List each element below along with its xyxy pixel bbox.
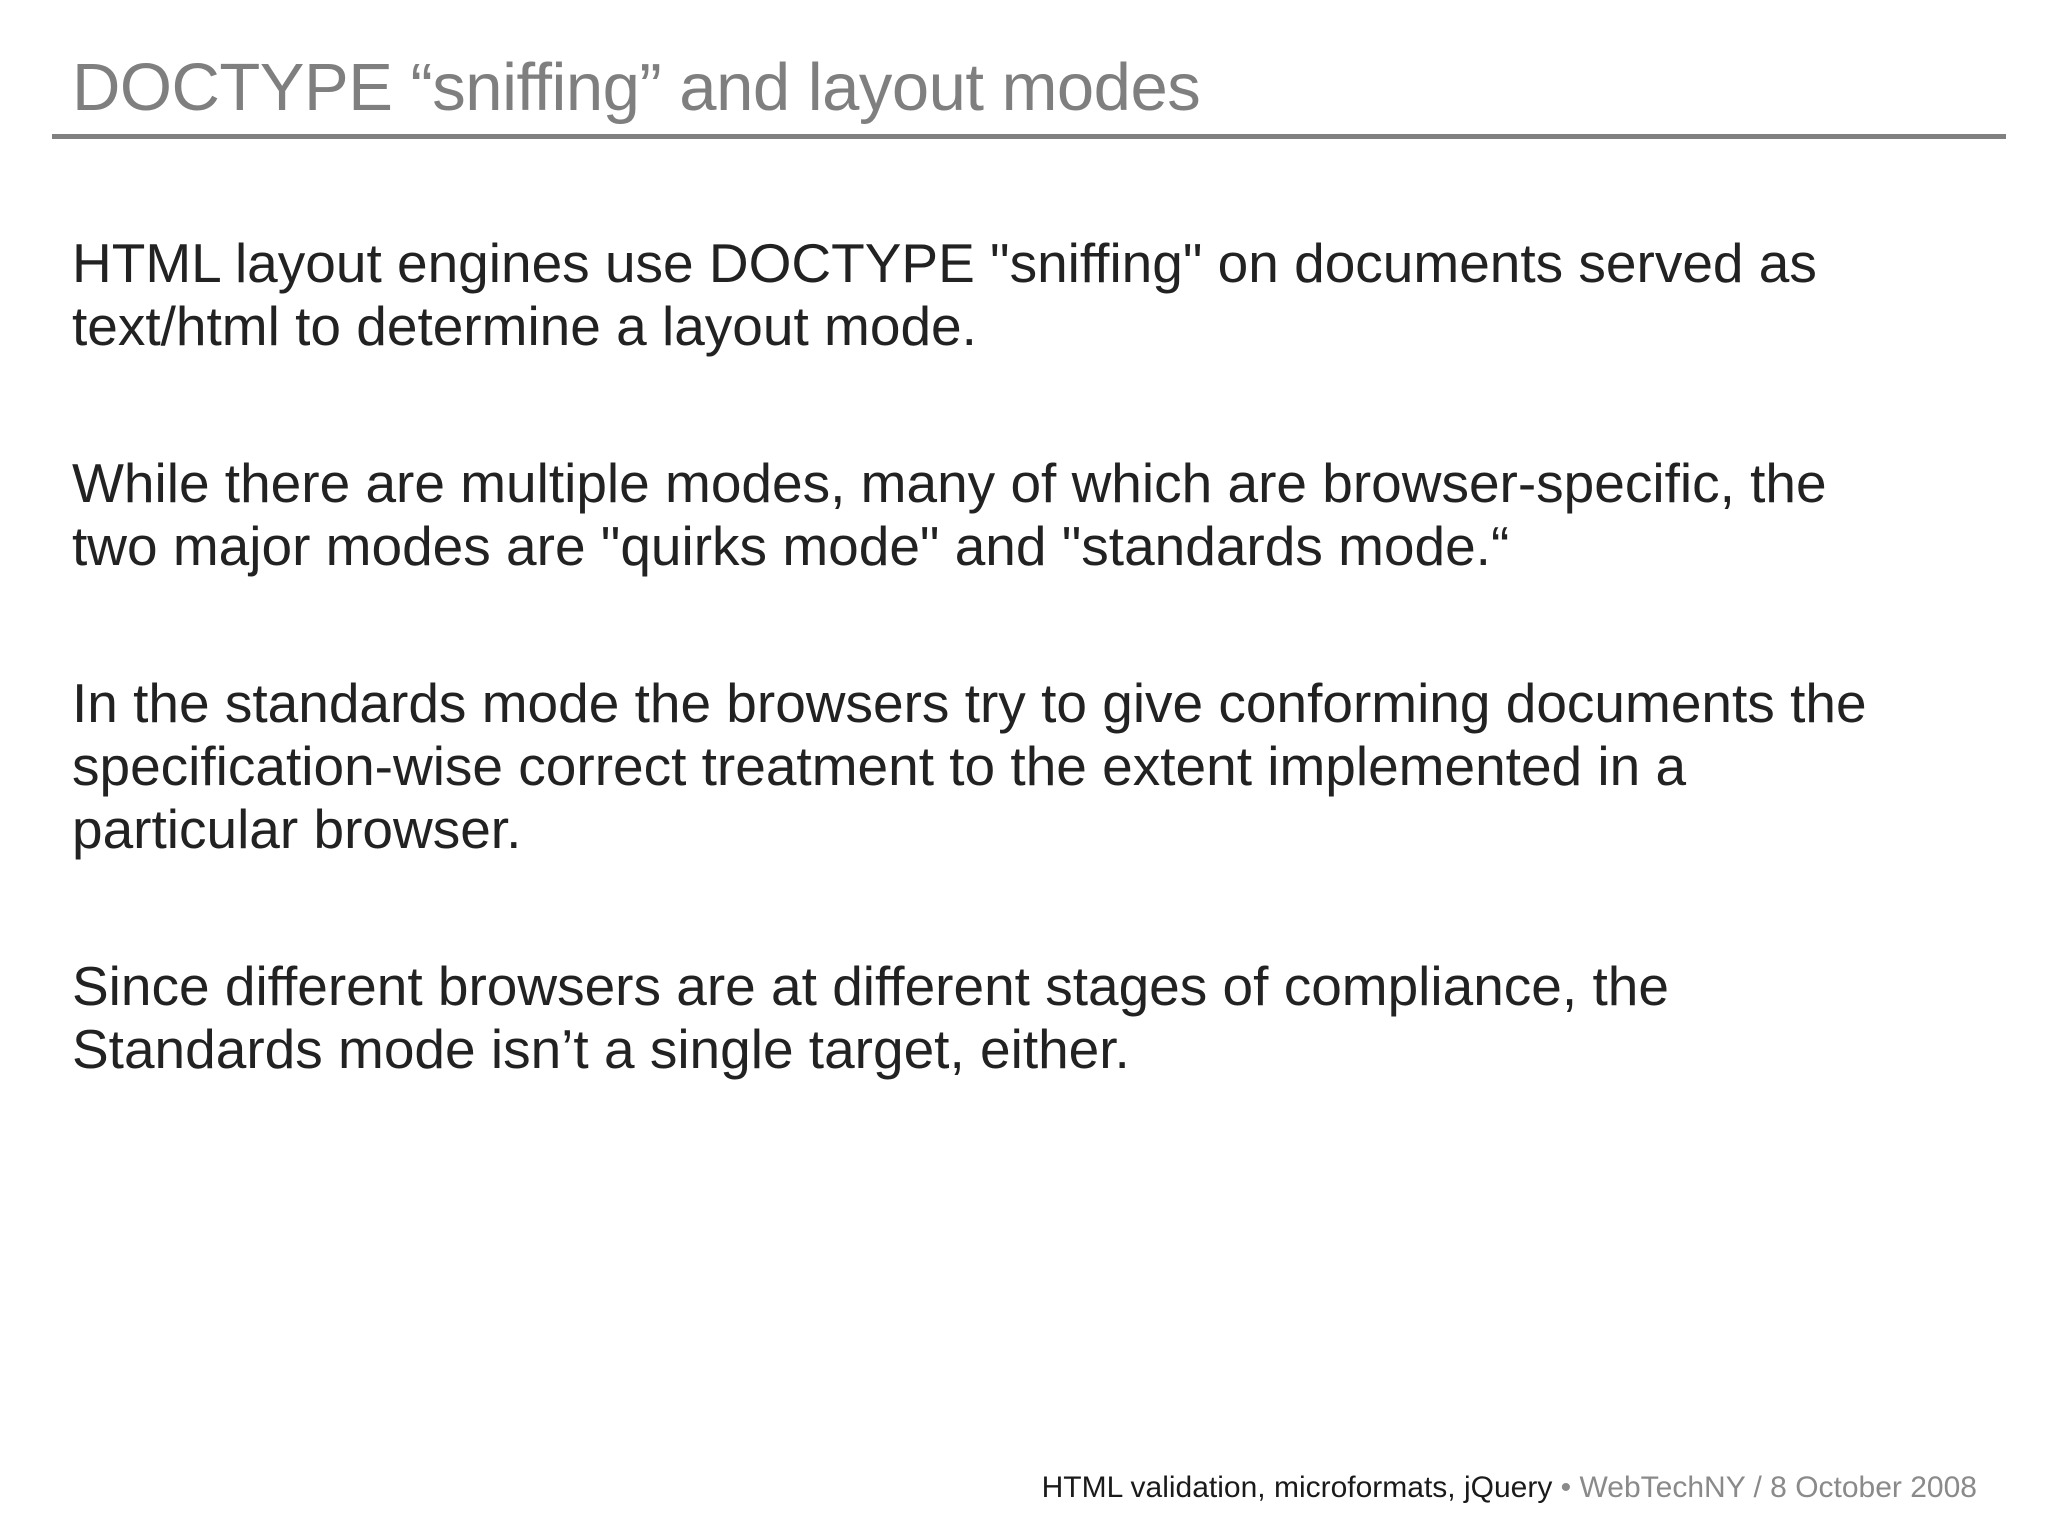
paragraph-line: specification-wise correct treatment to the extent implemented in a: [72, 735, 1687, 797]
slide-body: [72, 232, 1992, 1175]
paragraph-line: Standards mode isn’t a single target, either.: [72, 1018, 1130, 1080]
paragraph-doctype-sniffing: [72, 232, 1992, 358]
paragraph-layout-modes: [72, 452, 1992, 578]
paragraph-standards-mode: [72, 672, 1992, 861]
paragraph-line: While there are multiple modes, many of which are browser-specific, the: [72, 452, 1827, 514]
footer-topic: HTML validation, microformats, jQuery: [1041, 1471, 1553, 1504]
paragraph-line: text/html to determine a layout mode.: [72, 295, 977, 357]
paragraph-compliance: [72, 955, 1992, 1081]
slide-title: DOCTYPE “sniffing” and layout modes: [72, 50, 1201, 125]
paragraph-line: HTML layout engines use DOCTYPE "sniffing" on documents served as: [72, 232, 1817, 294]
paragraph-line: In the standards mode the browsers try to give conforming documents the: [72, 672, 1867, 734]
footer-separator: •: [1552, 1471, 1580, 1504]
paragraph-line: two major modes are "quirks mode" and "standards mode.“: [72, 515, 1510, 577]
paragraph-line: Since different browsers are at different stages of compliance, the: [72, 955, 1669, 1017]
footer-event: WebTechNY / 8 October 2008: [1579, 1471, 1977, 1504]
title-divider: [52, 134, 2006, 139]
slide-footer: [1042, 1470, 1977, 1506]
paragraph-line: particular browser.: [72, 798, 522, 860]
